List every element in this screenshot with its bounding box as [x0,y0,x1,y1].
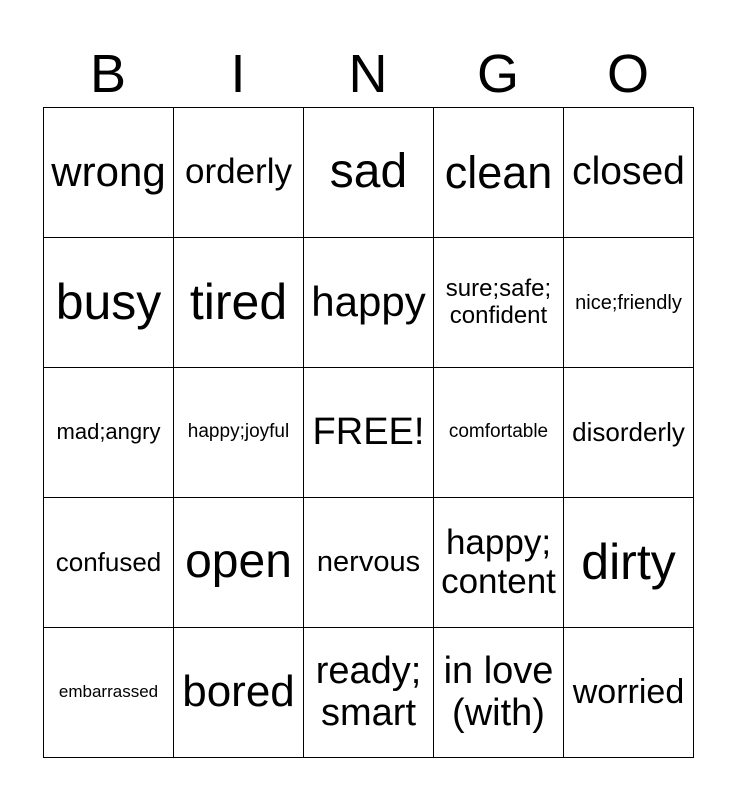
bingo-cell-text: tired [189,274,288,330]
bingo-cell-r1-c3[interactable] [304,108,434,238]
bingo-cell-r3-c2[interactable] [174,368,304,498]
bingo-cell-text: mad;angry [56,419,161,445]
bingo-cell-r4-c2[interactable] [174,498,304,628]
bingo-cell-r5-c5[interactable] [564,628,694,758]
bingo-cell-r5-c1[interactable] [44,628,174,758]
bingo-cell-text: wrong [51,148,166,196]
bingo-cell-r2-c4[interactable] [434,238,564,368]
bingo-cell-text: embarrassed [58,682,159,702]
bingo-cell-r5-c3[interactable] [304,628,434,758]
bingo-cell-text: disorderly [572,417,685,448]
bingo-cell-r1-c1[interactable] [44,108,174,238]
bingo-cell-r2-c2[interactable] [174,238,304,368]
bingo-cell-text: sad [329,145,408,199]
bingo-cell-r2-c1[interactable] [44,238,174,368]
bingo-cell-text: closed [572,150,685,194]
bingo-cell-r3-c4[interactable] [434,368,564,498]
bingo-cell-text: nervous [316,545,421,578]
bingo-cell-r3-c1[interactable] [44,368,174,498]
bingo-cell-text: ready; smart [315,649,422,734]
header-letter-b: B [89,44,127,104]
bingo-cell-r4-c4[interactable] [434,498,564,628]
bingo-cell-text: dirty [581,534,676,590]
bingo-cell-r1-c2[interactable] [174,108,304,238]
bingo-cell-r3-c5[interactable] [564,368,694,498]
bingo-cell-text: happy;joyful [187,421,290,443]
header-letter-i: I [230,44,246,104]
bingo-cell-r4-c1[interactable] [44,498,174,628]
bingo-card-grid [43,107,694,758]
bingo-cell-text: bored [182,667,295,717]
bingo-cell-r4-c3[interactable] [304,498,434,628]
bingo-cell-text: worried [572,672,685,711]
bingo-header [43,40,693,108]
bingo-cell-r5-c2[interactable] [174,628,304,758]
bingo-cell-r3-c3[interactable] [304,368,434,498]
bingo-cell-text: open [185,535,292,589]
bingo-cell-r2-c3[interactable] [304,238,434,368]
bingo-cell-text: confused [55,547,162,578]
bingo-cell-text: clean [444,146,553,198]
bingo-cell-r4-c5[interactable] [564,498,694,628]
bingo-cell-text: busy [55,274,162,330]
bingo-cell-text: FREE! [312,410,425,453]
bingo-cell-text: sure;safe; confident [445,275,552,329]
bingo-cell-text: in love (with) [443,649,554,734]
bingo-cell-text: happy [311,278,426,326]
header-letter-n: N [348,44,388,104]
bingo-cell-text: orderly [185,152,292,192]
bingo-cell-text: comfortable [448,421,549,443]
header-letter-g: G [476,44,519,104]
bingo-cell-text: nice;friendly [575,291,682,314]
header-letter-o: O [606,44,649,104]
bingo-cell-r2-c5[interactable] [564,238,694,368]
bingo-cell-text: happy; content [441,523,556,601]
bingo-cell-r1-c4[interactable] [434,108,564,238]
bingo-cell-r5-c4[interactable] [434,628,564,758]
bingo-cell-r1-c5[interactable] [564,108,694,238]
